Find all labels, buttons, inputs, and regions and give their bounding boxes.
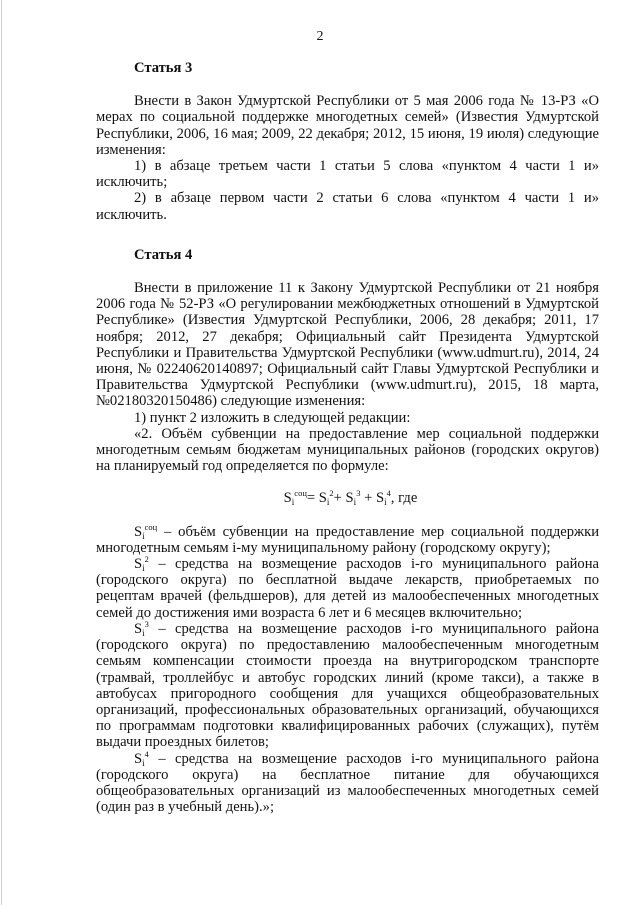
article-4-heading: Статья 4 <box>134 246 193 263</box>
article-3-intro: Внести в Закон Удмуртской Республики от 5 мая 2006 года № 13-РЗ «О мерах по социальной поддержке многодетных семей» (Известия Удмуртской Республики, 2006, 16 мая; 2009, 22 декабря; 2012, 15 июня, 19 июля) следующие изменения: <box>96 93 599 158</box>
definition-s-soc: $S_i^{соц}$ – объём субвенции на предоставление мер социальной поддержки многодетным семьям i-му муниципальному району (городскому округу); <box>96 521 600 556</box>
definition-s-3: $S_i^3$ – средства на возмещение расходов i-го муниципального района (городского округа) по предоставлению малообеспеченным многодетным семьям компенсации стоимости проезда на внутригородском транспорте (трамвай, троллейбус и автобус городских линий (кроме такси), а также в автобусах пригородного сообщения для учащихся общеобразовательных организаций, профессиональных образовательных организаций, обучающихся по программам подготовки квалифицированных рабочих (служащих), путём выдачи проездных билетов; <box>96 618 599 751</box>
subvention-formula: $S_i^{соц}= S_i^2+ S_i^3 + S_i^4$, где <box>283 488 418 508</box>
page-edge-line <box>1 0 2 905</box>
article-4-paragraph-2: «2. Объём субвенции на предоставление мер социальной поддержки многодетным семьям бюджетам муниципальных районов (городских округов) на планируемый год определяется по формуле: <box>96 425 599 475</box>
document-body <box>96 60 599 815</box>
article-3-heading: Статья 3 <box>134 60 193 76</box>
article-3-item-1: 1) в абзаце третьем части 1 статьи 5 слова «пунктом 4 части 1 и» исключить; <box>96 158 599 191</box>
page-number: 2 <box>316 29 324 44</box>
article-4-intro: Внести в приложение 11 к Закону Удмуртской Республики от 21 ноября 2006 года № 52-РЗ «О регулировании межбюджетных отношений в Удмуртской Республике» (Известия Удмуртской Республики, 2006, 28 декабря; 2011, 17 ноября; 2012, 27 декабря; Официальный сайт Президента Удмуртской Республики и Правительства Удмуртской Республики (www.udmurt.ru), 2014, 24 июня, № 02240620140897; Официальный сайт Главы Удмуртской Республики и Правительства Удмуртской Республики (www.udmurt.ru), 2015, 18 марта, №02180320150486) следующие изменения: <box>96 280 599 410</box>
definition-s-2: $S_i^2$ – средства на возмещение расходов i-го муниципального района (городского округа) по бесплатной выдаче лекарств, приобретаемых по рецептам врачей (фельдшеров), для детей из малообеспеченных многодетных семей до достижения ими возраста 6 лет и 6 месяцев включительно; <box>96 554 599 621</box>
article-4-item-1: 1) пункт 2 изложить в следующей редакции: <box>134 409 411 426</box>
article-3-item-2: 2) в абзаце первом части 2 статьи 6 слова «пунктом 4 части 1 и» исключить. <box>96 190 599 223</box>
definition-s-4: $S_i^4$ – средства на возмещение расходов i-го муниципального района (городского округа) на бесплатное питание для обучающихся общеобразовательных организаций из малообеспеченных многодетных семей (один раз в учебный день).»; <box>96 748 599 816</box>
